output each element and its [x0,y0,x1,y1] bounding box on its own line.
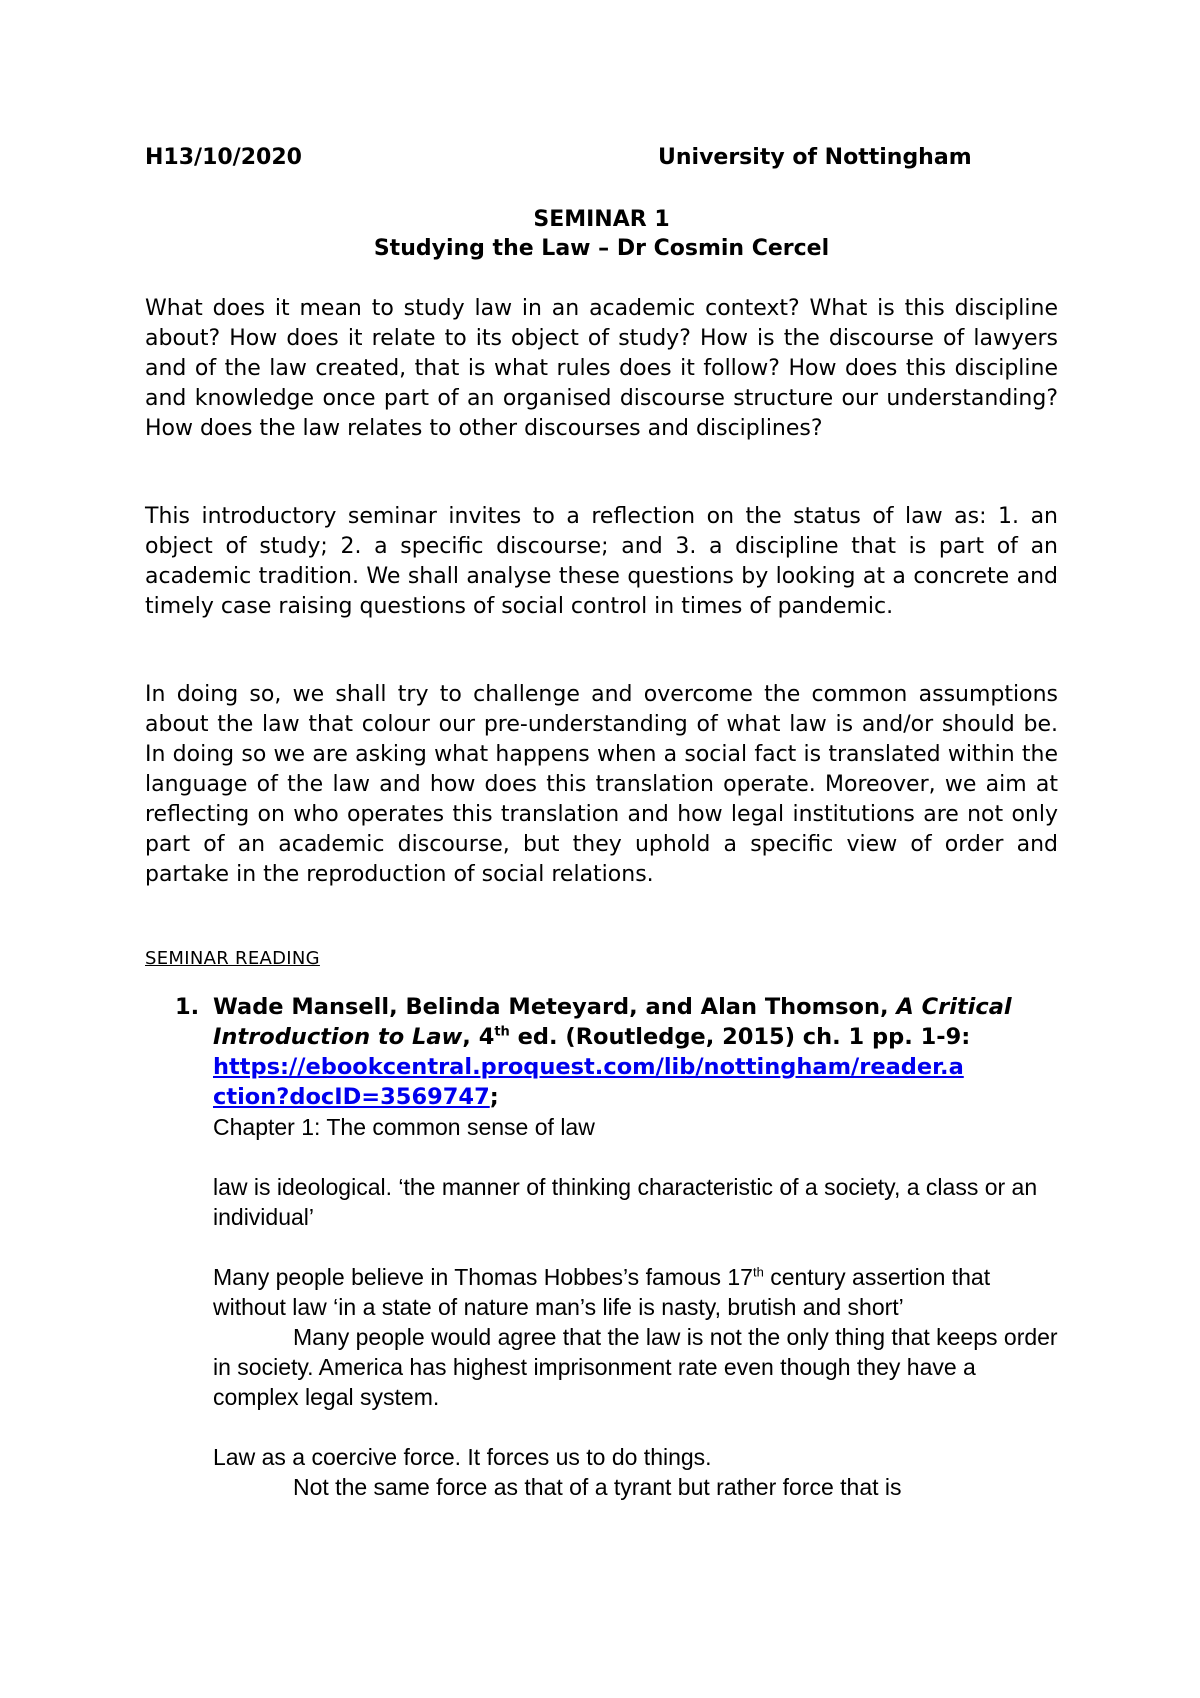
seminar-aims-paragraph: In doing so, we shall try to challenge and overcome the common assumptions about the law that colour our pre-understanding of what law is and/or should be. In doing so we are asking what happens when a social fact is translated within the language of the law and how does this translation operate. Moreover, we aim at reflecting on who operates this translation and how legal institutions are not only part of an academic discourse, but they uphold a specific view of order and partake in the reproduction of social relations. [145,682,1058,887]
seminar-description-paragraph: This introductory seminar invites to a reflection on the status of law as: 1. an object of study; 2. a specific discourse; and 3. a discipline that is part of an academic tradition. We shall analyse these questions by looking at a concrete and timely case raising questions of social control in times of pandemic. [145,504,1058,619]
document-header [145,145,1055,177]
reading-edition-number: 4 [478,1024,495,1050]
seminar-number: SEMINAR 1 [533,207,670,232]
seminar-subtitle: Studying the Law – Dr Cosmin Cercel [373,236,830,261]
header-university: University of Nottingham [658,145,972,170]
reading-edition-suffix: th [494,1024,510,1040]
note-hobbes [213,1262,1065,1322]
ebook-link-continued[interactable]: ction?docID=3569747 [213,1084,490,1110]
reading-notes [213,1112,1065,1502]
note-hobbes-suffix: th [752,1264,764,1280]
reading-reference [213,992,1065,1112]
note-hobbes-start: Many people believe in Thomas Hobbes’s famous 17 [213,1264,753,1290]
intro-paragraph: What does it mean to study law in an academic context? What is this discipline about? How does it relate to its object of study? How is the discourse of lawyers and of the law created, that is what rules does it follow? How does this discipline and knowledge once part of an organised discourse structure our understanding? How does the law relates to other discourses and disciplines? [145,296,1058,441]
reading-book-title: A Critical Introduction to Law [213,994,1012,1050]
note-not-tyrant: Not the same force as that of a tyrant but rather force that is [293,1474,902,1500]
reading-comma: , [462,1024,479,1050]
note-hobbes-rest: century assertion that without law ‘in a state of nature man’s life is nasty, brutish and short’ [213,1264,991,1320]
note-coercive-force: Law as a coercive force. It forces us to do things. [213,1444,712,1470]
seminar-title [145,205,1058,263]
note-order-society: Many people would agree that the law is not the only thing that keeps order in society. America has highest imprisonment rate even though they have a complex legal system. [213,1324,1058,1410]
reading-edition-details: ed. (Routledge, 2015) ch. 1 pp. 1-9: [509,1024,971,1050]
header-date: H13/10/2020 [145,145,302,170]
reading-authors: Wade Mansell, Belinda Meteyard, and Alan Thomson, [213,994,897,1020]
reading-item-body [213,992,1065,1502]
note-law-ideological: law is ideological. ‘the manner of thinking characteristic of a society, a class or an individual’ [213,1174,1038,1230]
seminar-reading-heading: SEMINAR READING [145,948,320,969]
reading-item-number: 1. [175,994,200,1020]
reading-semicolon: ; [489,1084,499,1110]
chapter-heading: Chapter 1: The common sense of law [213,1114,595,1140]
ebook-link[interactable]: https://ebookcentral.proquest.com/lib/nottingham/reader.a [213,1054,964,1080]
